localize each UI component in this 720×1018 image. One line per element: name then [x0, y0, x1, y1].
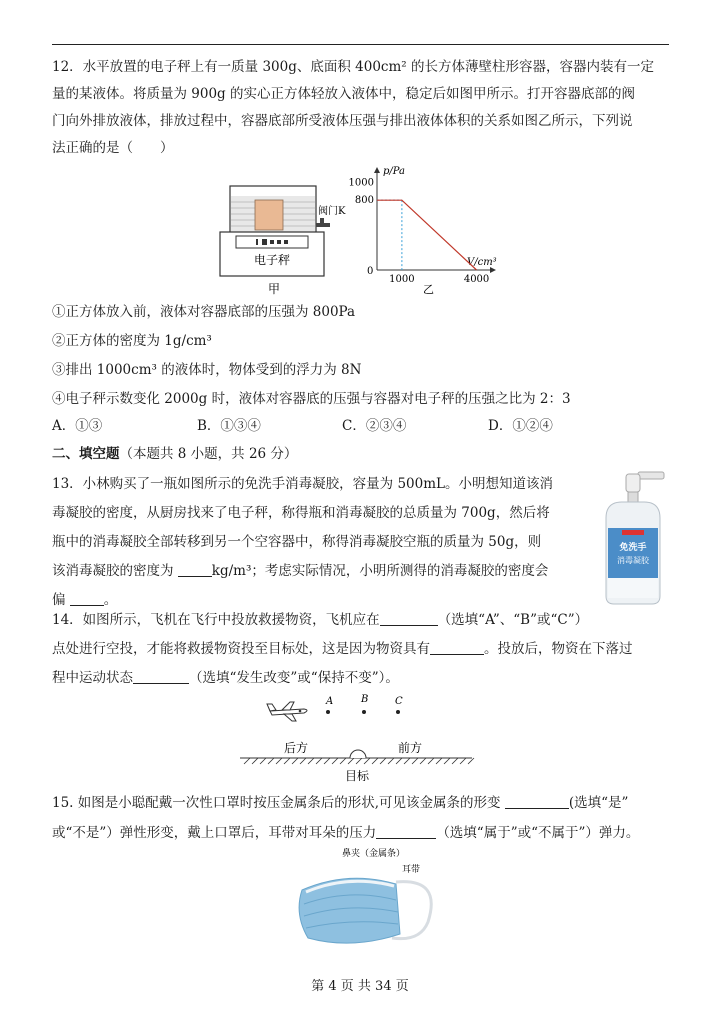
- x-axis-label: V/cm³: [467, 257, 497, 268]
- option-b: B．①③④: [197, 418, 261, 434]
- x-tick-label: 1000: [389, 274, 415, 285]
- option-d: D．①②④: [488, 418, 553, 434]
- q13-line-3: 瓶中的消毒凝胶全部转移到另一个空容器中，称得消毒凝胶空瓶的质量为 50g，则: [52, 534, 542, 550]
- bottle-label: [608, 528, 658, 578]
- cube-block: [255, 200, 283, 230]
- question-12: [52, 54, 672, 162]
- origin-label: 0: [367, 266, 374, 277]
- statement-2: ②正方体的密度为 1g/cm³: [52, 333, 212, 349]
- q13-blank-bias: [70, 591, 104, 606]
- point-a-dot: [326, 710, 330, 714]
- bottle-brand-strip: [622, 530, 644, 535]
- valve-label: 阀门K: [318, 206, 346, 217]
- bottle-base: [608, 578, 658, 598]
- y-tick-label: 1000: [348, 177, 374, 189]
- caption-yi: 乙: [423, 283, 434, 296]
- q13-blank-density: [178, 562, 212, 577]
- q12-statements: [52, 298, 672, 414]
- point-b-dot: [362, 710, 366, 714]
- top-rule: [52, 44, 669, 45]
- q14-line-2: 点处进行空投，才能将救援物资投至目标处，这是因为物资具有 。投放后，物资在下落过: [52, 641, 633, 657]
- nose-clip-label: 鼻夹（金属条）: [342, 849, 406, 859]
- figure-jia: [210, 178, 360, 298]
- x-tick-label: 4000: [463, 274, 490, 285]
- statement-1: ①正方体放入前，液体对容器底部的压强为 800Pa: [52, 304, 356, 320]
- bottle-label-text-1: 免洗手: [619, 543, 647, 553]
- q15-line-2: 或“不是”）弹性形变，戴上口罩后，耳带对耳朵的压力 （选填“属于”或“不属于”）弹力。: [52, 825, 640, 841]
- point-c-label: C: [395, 696, 403, 707]
- airdrop-figure: [240, 692, 480, 784]
- bottle-label-text-2: 消毒凝胶: [617, 556, 649, 565]
- point-b-label: B: [361, 694, 369, 705]
- q14-blank-point: [380, 611, 438, 626]
- option-c: C．②③④: [342, 418, 407, 434]
- q12-line-3: 门向外排放液体，排放过程中，容器底部所受液体压强与排出液体体积的关系如图乙所示，下列说: [52, 113, 633, 129]
- q14-line-3: 程中运动状态 （选填“发生改变”或“保持不变”）。: [52, 670, 399, 686]
- y-axis-label: p/Pa: [383, 166, 406, 177]
- ear-loop-label: 耳带: [402, 865, 421, 875]
- pump-head: [626, 474, 640, 492]
- point-c-dot: [396, 710, 400, 714]
- q12-options: [52, 414, 672, 434]
- q13-line-5: 偏 。: [52, 592, 118, 608]
- label-front: 前方: [398, 741, 423, 755]
- sanitizer-bottle-image: [594, 466, 674, 608]
- q13-line-4: 该消毒凝胶的密度为 kg/m³；考虑实际情况，小明所测得的消毒凝胶的密度会: [52, 563, 549, 579]
- pressure-line: [377, 200, 477, 270]
- scale-label: 电子秤: [254, 253, 291, 267]
- pump-neck: [628, 492, 638, 502]
- q14-line-1: 14．如图所示，飞机在飞行中投放救援物资，飞机应在 （选填“A”、“B”或“C”）: [52, 612, 589, 628]
- label-back: 后方: [284, 741, 309, 755]
- statement-4: ④电子秤示数变化 2000g 时，液体对容器底的压强与容器对电子秤的压强之比为 2：3: [52, 391, 571, 407]
- q13-line-2: 毒凝胶的密度，从厨房找来了电子秤，称得瓶和消毒凝胶的总质量为 700g，然后将: [52, 505, 550, 521]
- option-a: A．①③: [52, 418, 103, 434]
- q15-blank-elastic-force: [376, 824, 436, 839]
- caption-jia: 甲: [268, 282, 281, 296]
- q12-line-1: 12．水平放置的电子秤上有一质量 300g、底面积 400cm² 的长方体薄壁柱形容器，容器内装有一定: [52, 59, 655, 75]
- q12-line-2: 量的某液体。将质量为 900g 的实心正方体轻放入液体中，稳定后如图甲所示。打开容器底部的阀: [52, 86, 635, 102]
- q14-blank-motion: [133, 669, 189, 684]
- question-14: [52, 606, 672, 693]
- section-2-note: （本题共 8 小题，共 26 分）: [119, 446, 298, 462]
- section-2-heading: [52, 442, 297, 462]
- pump-nozzle: [638, 472, 664, 479]
- q15-blank-deformation: [505, 794, 569, 809]
- figure-yi-chart: [345, 162, 505, 296]
- y-tick-label: 800: [354, 195, 374, 207]
- q14-blank-inertia: [430, 640, 484, 655]
- q13-line-1: 13．小林购买了一瓶如图所示的免洗手消毒凝胶，容量为 500mL。小明想知道该消: [52, 476, 554, 492]
- target-mound: [350, 750, 366, 758]
- page-footer: 第 4 页 共 34 页: [311, 979, 409, 994]
- airplane-icon: [267, 702, 307, 721]
- q15-line-1: 15. 如图是小聪配戴一次性口罩时按压金属条后的形状,可见该金属条的形变 (选填“是”: [52, 795, 629, 811]
- face-mask-image: [292, 842, 452, 954]
- point-a-label: A: [326, 696, 334, 707]
- valve-handle: [320, 218, 324, 224]
- question-15: [52, 788, 672, 848]
- section-2-title: 二、填空题: [52, 446, 120, 462]
- label-target: 目标: [345, 769, 370, 783]
- q12-line-4: 法正确的是（ ）: [52, 140, 174, 156]
- statement-3: ③排出 1000cm³ 的液体时，物体受到的浮力为 8N: [52, 362, 362, 378]
- question-13: [52, 470, 592, 615]
- ground-hatch: [244, 758, 474, 764]
